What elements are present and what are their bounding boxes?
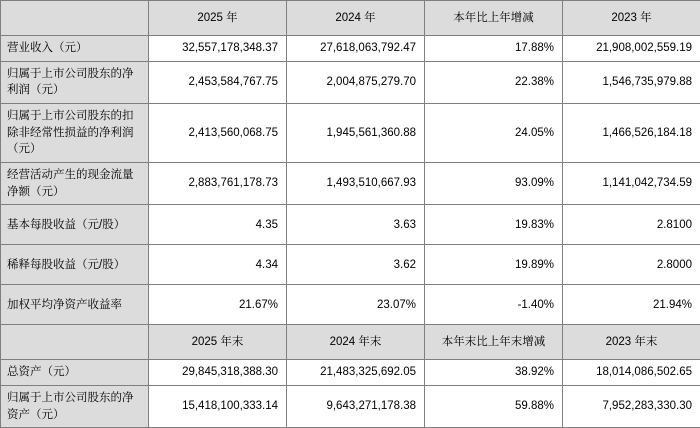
row-value: 3.63 [287, 205, 425, 245]
table-row [1, 36, 700, 62]
row-value: 27,618,063,792.47 [287, 36, 425, 62]
row-label: 营业收入（元） [1, 36, 149, 62]
row-value: 2,883,761,178.73 [149, 163, 287, 205]
table-row [1, 61, 700, 103]
table-header-row-annual [1, 1, 700, 36]
row-value: 29,845,318,388.30 [149, 360, 287, 386]
row-value: 19.89% [425, 245, 563, 285]
row-value: 2.8000 [563, 245, 700, 285]
row-label: 归属于上市公司股东的净利润（元） [1, 61, 149, 103]
row-label: 经营活动产生的现金流量净额（元） [1, 163, 149, 205]
table-header-row-year-end [1, 325, 700, 360]
header-cell-2023: 2023 年 [563, 1, 700, 36]
row-value: 21,483,325,692.05 [287, 360, 425, 386]
row-value: 17.88% [425, 36, 563, 62]
header-corner-cell [1, 1, 149, 36]
row-value: 23.07% [287, 285, 425, 325]
row-value: 7,952,283,330.30 [563, 386, 700, 428]
table-row [1, 245, 700, 285]
row-value: 19.83% [425, 205, 563, 245]
table-row [1, 360, 700, 386]
row-label: 稀释每股收益（元/股） [1, 245, 149, 285]
row-value: 1,466,526,184.18 [563, 104, 700, 163]
row-value: 1,945,561,360.88 [287, 104, 425, 163]
row-value: 4.34 [149, 245, 287, 285]
row-value: 15,418,100,333.14 [149, 386, 287, 428]
header-cell-2024: 2024 年 [287, 1, 425, 36]
row-value: 18,014,086,502.65 [563, 360, 700, 386]
row-value: 9,643,271,178.38 [287, 386, 425, 428]
table-row [1, 285, 700, 325]
header-cell-2023-end: 2023 年末 [563, 325, 700, 360]
table-body [1, 1, 700, 428]
table-row [1, 104, 700, 163]
row-value: 32,557,178,348.37 [149, 36, 287, 62]
row-value: 21.67% [149, 285, 287, 325]
row-value: 22.38% [425, 61, 563, 103]
table-row [1, 205, 700, 245]
row-value: 21,908,002,559.19 [563, 36, 700, 62]
header-cell-2025-end: 2025 年末 [149, 325, 287, 360]
row-label: 归属于上市公司股东的扣除非经常性损益的净利润（元） [1, 104, 149, 163]
row-value: 2,004,875,279.70 [287, 61, 425, 103]
table-row [1, 163, 700, 205]
row-value: 93.09% [425, 163, 563, 205]
row-value: 2,413,560,068.75 [149, 104, 287, 163]
header-corner-cell-2 [1, 325, 149, 360]
row-value: 1,546,735,979.88 [563, 61, 700, 103]
row-value: 59.88% [425, 386, 563, 428]
header-cell-2024-end: 2024 年末 [287, 325, 425, 360]
row-label: 基本每股收益（元/股） [1, 205, 149, 245]
row-label: 归属于上市公司股东的净资产（元） [1, 386, 149, 428]
header-cell-change-end: 本年末比上年末增减 [425, 325, 563, 360]
row-value: 1,493,510,667.93 [287, 163, 425, 205]
row-value: 24.05% [425, 104, 563, 163]
row-value: 2,453,584,767.75 [149, 61, 287, 103]
row-label: 总资产（元） [1, 360, 149, 386]
row-label: 加权平均净资产收益率 [1, 285, 149, 325]
row-value: 4.35 [149, 205, 287, 245]
row-value: -1.40% [425, 285, 563, 325]
row-value: 38.92% [425, 360, 563, 386]
header-cell-change: 本年比上年增减 [425, 1, 563, 36]
row-value: 21.94% [563, 285, 700, 325]
header-cell-2025: 2025 年 [149, 1, 287, 36]
table-row [1, 386, 700, 428]
row-value: 1,141,042,734.59 [563, 163, 700, 205]
row-value: 2.8100 [563, 205, 700, 245]
row-value: 3.62 [287, 245, 425, 285]
